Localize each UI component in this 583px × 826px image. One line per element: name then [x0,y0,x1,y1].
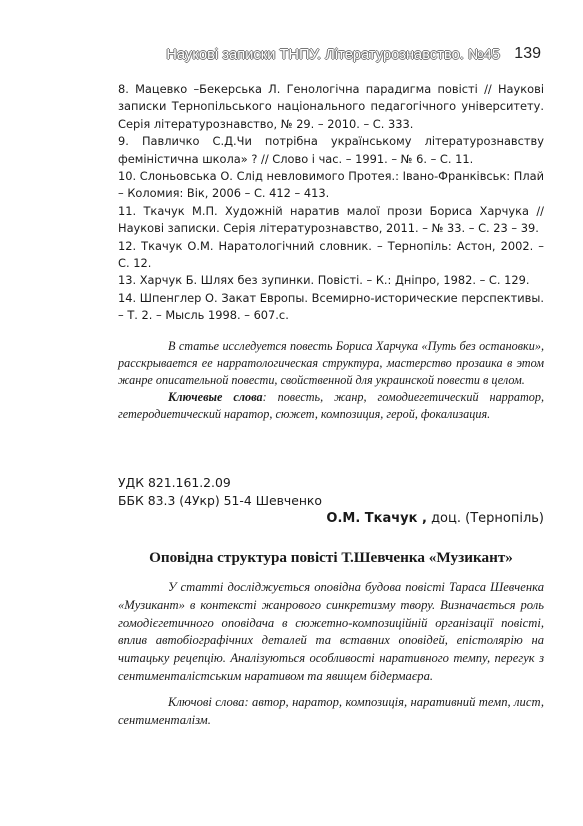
reference-item: 13. Харчук Б. Шлях без зупинки. Повісті. – К.: Дніпро, 1982. – С. 129. [118,273,530,288]
russian-abstract [118,338,544,423]
reference-item: 14. Шпенглер О. Закат Европы. Всемирно-исторические перспективы. – Т. 2. – Мысль 1998. – 607.с. [118,290,544,323]
russian-keywords-list: : повесть, жанр, гомодиегетический нарратор, гетеродиетический наратор, сюжет, композиция, герой, фокализация. [118,390,544,421]
reference-list [118,81,544,325]
russian-keywords [118,389,544,423]
bbk-code: ББК 83.3 (4Укр) 51-4 Шевченко [118,493,322,508]
page-number: 139 [514,45,541,62]
author-affiliation: доц. (Тернопіль) [426,511,544,526]
ukrainian-abstract-text: У статті досліджується оповідна будова повісті Тараса Шевченка «Музикант» в контексті жанрового синкретизму твору. Визначається роль гомодієгетичного оповідача в сюжетно-композиційній організації повісті, вплив автобіографічних деталей та вставних оповідей, епістолярію на читацьку рецепцію. Аналізуються особливості наративного темпу, перегук з сентименталістським наративом та явищем бідермаєра. [118,580,544,683]
reference-item: 12. Ткачук О.М. Наратологічний словник. – Тернопіль: Астон, 2002. – С. 12. [118,238,544,271]
russian-keywords-label: Ключевые слова [168,390,263,404]
ukrainian-abstract [118,579,544,729]
russian-abstract-text: В статье исследуется повесть Бориса Харчука «Путь без остановки», расскрывается ее нарратологическая структура, мастерство прозаика в этом жанре описательной повести, свойственной для украинской повести в целом. [118,339,544,387]
reference-item: 9. Павличко С.Д.Чи потрібна українському літературознавству феміністична школа» ? // Слово і час. – 1991. – № 6. – С. 11. [118,134,544,166]
article-metadata [118,474,544,528]
reference-item: 11. Ткачук М.П. Художній наратив малої прози Бориса Харчука // Наукові записки. Серія літературознавство, 2011. – № 33. – С. 23 – 39. [118,203,544,236]
reference-item: 8. Мацевко –Бекерська Л. Генологічна парадигма повісті // Наукові записки Тернопільського національного педагогічного університету. Серія літературознавство, № 29. – 2010. – С. 333. [118,82,544,131]
journal-title: Наукові записки ТНПУ. Літературознавство. №45 [166,47,500,63]
article-title: Оповідна структура повісті Т.Шевченка «Музикант» [149,549,513,566]
udk-code: УДК 821.161.2.09 [118,475,231,490]
reference-item: 10. Слоньовська О. Слід невловимого Протея.: Івано-Франківськ: Плай – Коломия: Вік, 2006 – С. 412 – 413. [118,169,544,201]
author-name: О.М. Ткачук , [326,511,427,526]
author-line [118,510,544,528]
ukrainian-keywords: Ключові слова: автор, наратор, композиція, наративний темп, лист, сентименталізм. [118,694,544,727]
running-header [118,47,541,69]
